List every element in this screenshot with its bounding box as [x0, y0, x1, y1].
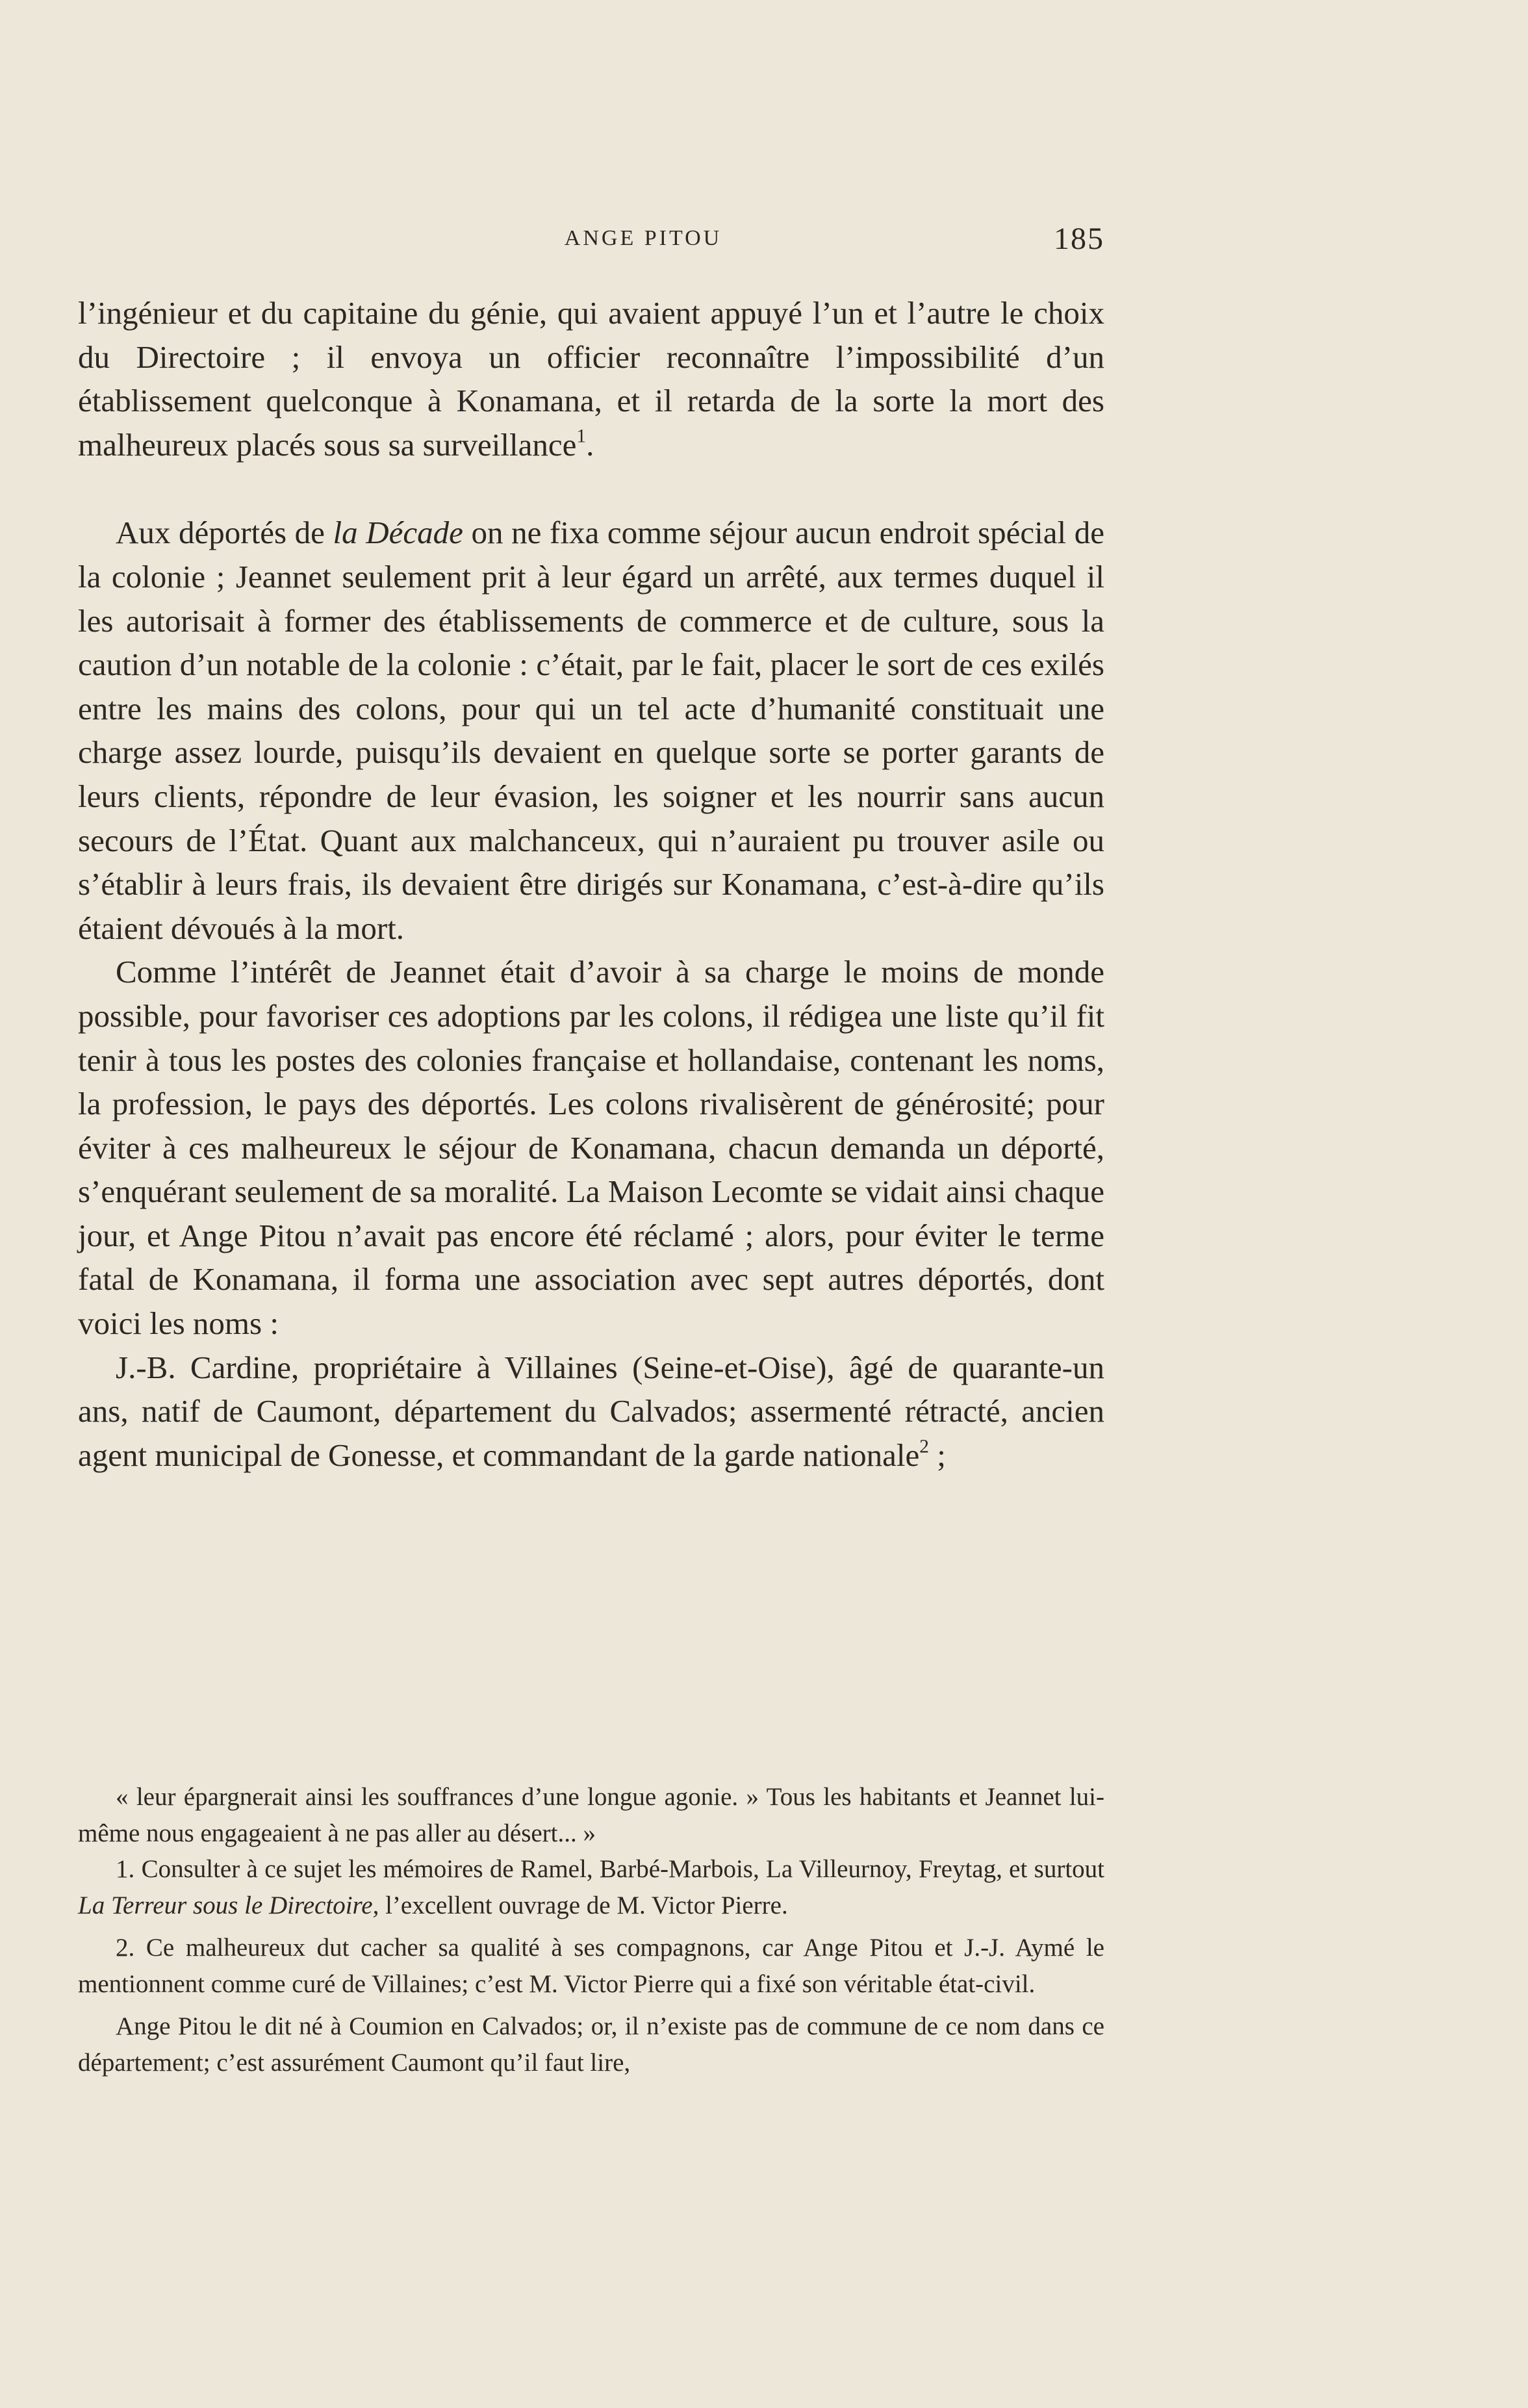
footnote-2-text: Ce malheureux dut cacher sa qualité à ses compagnons, car Ange Pitou et J.-J. Aymé le mentionnent comme curé de Villaines; c’est M. Victor Pierre qui a fixé son véritable état-civil. — [78, 1934, 1104, 1998]
footnote-1-title: La Terreur sous le Directoire, — [78, 1891, 379, 1919]
running-title: ANGE PITOU — [564, 226, 722, 250]
footnote-ref-2: 2 — [919, 1436, 929, 1457]
footnote-1 — [78, 1851, 1104, 1923]
footnote-1-label: 1. — [116, 1855, 135, 1883]
footnote-continuation: « leur épargnerait ainsi les souffrances d’une longue agonie. » Tous les habitants et Jeannet lui-même nous engageaient à ne pas aller au désert... » — [78, 1783, 1104, 1847]
paragraph-4-end: ; — [929, 1437, 946, 1473]
paragraph-2 — [78, 511, 1104, 950]
body-text — [78, 291, 1104, 1477]
paragraph-4 — [78, 1346, 1104, 1478]
footnote-ref-1: 1 — [576, 426, 587, 447]
paragraph-4-text: J.-B. Cardine, propriétaire à Villaines (Seine-et-Oise), âgé de quarante-un ans, natif de Caumont, département du Calvados; assermenté rétracté, ancien agent municipal de Gonesse, et commandant de la garde nationale — [78, 1349, 1104, 1473]
footnote-1-pre: Consulter à ce sujet les mémoires de Ramel, Barbé-Marbois, La Villeurnoy, Freytag, et surtout — [134, 1855, 1104, 1883]
paragraph-2-pre: Aux déportés de — [116, 515, 333, 551]
paragraph-2-title: la Décade — [333, 515, 463, 551]
footnote-2 — [78, 1930, 1104, 2002]
paragraph-1-text: l’ingénieur et du capitaine du génie, qui avaient appuyé l’un et l’autre le choix du Directoire ; il envoya un officier reconnaître l’impossibilité d’un établissement quelconque à Konamana, et il retarda de la sorte la mort des malheureux placés sous sa surveillance — [78, 295, 1104, 463]
page-number: 185 — [1054, 222, 1104, 256]
paragraph-1-end: . — [586, 426, 594, 463]
paragraph-2-post: on ne fixa comme séjour aucun endroit spécial de la colonie ; Jeannet seulement prit à leur égard un arrêté, aux termes duquel il les autorisait à former des établissements de commerce et de culture, sous la caution d’un notable de la colonie : c’était, par le fait, placer le sort de ces exilés entre les mains des colons, pour qui un tel acte d’humanité constituait une charge assez lourde, puisqu’ils devaient en quelque sorte se porter garants de leurs clients, répondre de leur évasion, les soigner et les nourrir sans aucun secours de l’État. Quant aux malchanceux, qui n’auraient pu trouver asile ou s’établir à leurs frais, ils devaient être dirigés sur Konamana, c’est-à-dire qu’ils étaient dévoués à la mort. — [78, 515, 1104, 946]
footnote-2-continuation: Ange Pitou le dit né à Coumion en Calvados; or, il n’existe pas de commune de ce nom dans ce département; c’est assurément Caumont qu’il faut lire, — [78, 2012, 1104, 2077]
paragraph-1 — [78, 291, 1104, 467]
footnote-1-post: l’excellent ouvrage de M. Victor Pierre. — [379, 1891, 788, 1919]
paragraph-3: Comme l’intérêt de Jeannet était d’avoir à sa charge le moins de monde possible, pour favoriser ces adoptions par les colons, il rédigea une liste qu’il fit tenir à tous les postes des colonies française et hollandaise, contenant les noms, la profession, le pays des déportés. Les colons rivalisèrent de générosité; pour éviter à ces malheureux le séjour de Konamana, chacun demanda un déporté, s’enquérant seulement de sa moralité. La Maison Lecomte se vidait ainsi chaque jour, et Ange Pitou n’avait pas encore été réclamé ; alors, pour éviter le terme fatal de Konamana, il forma une association avec sept autres déportés, dont voici les noms : — [78, 954, 1104, 1342]
running-head — [78, 221, 1104, 260]
footnotes — [78, 1779, 1104, 2081]
footnote-2-label: 2. — [116, 1934, 135, 1962]
